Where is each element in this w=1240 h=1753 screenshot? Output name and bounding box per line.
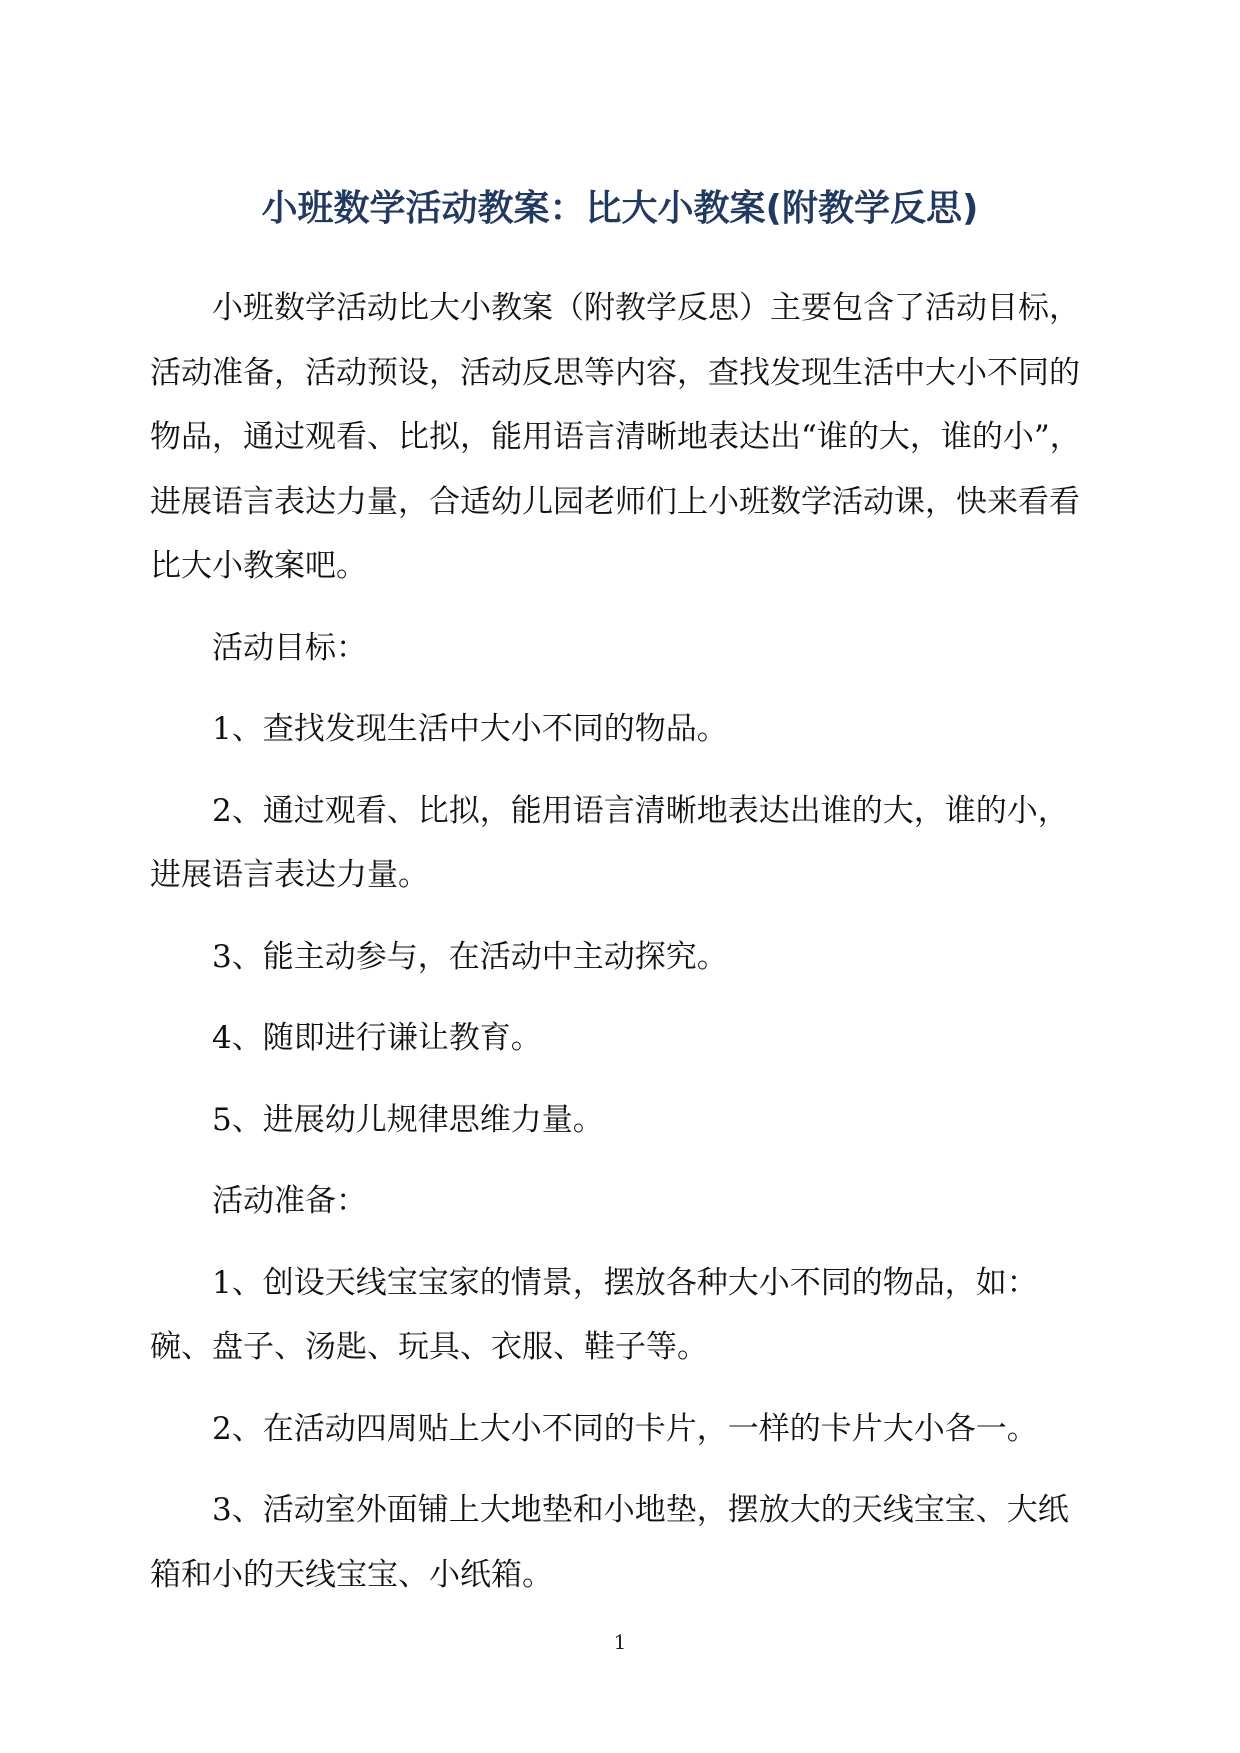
- goal-item-5: 5、进展幼儿规律思维力量。: [212, 1101, 604, 1138]
- section-heading-goals: 活动目标：: [212, 629, 367, 666]
- goal-item-1: 1、查找发现生活中大小不同的物品。: [212, 711, 728, 747]
- preparation-item-3: 3、活动室外面铺上大地垫和小地垫，摆放大的天线宝宝、大纸箱和小的天线宝宝、小纸箱。: [150, 1492, 1069, 1593]
- document-body: [150, 276, 1085, 1624]
- preparation-item-1: 1、创设天线宝宝家的情景，摆放各种大小不同的物品，如：碗、盘子、汤匙、玩具、衣服、鞋子等。: [150, 1264, 1038, 1365]
- preparation-item-2: 2、在活动四周贴上大小不同的卡片，一样的卡片大小各一。: [212, 1410, 1038, 1447]
- goal-item-3: 3、能主动参与，在活动中主动探究。: [212, 938, 728, 975]
- page-number: 1: [613, 1630, 627, 1654]
- goal-item-2: 2、通过观看、比拟，能用语言清晰地表达出谁的大，谁的小，进展语言表达力量。: [150, 792, 1069, 893]
- goal-item-4: 4、随即进行谦让教育。: [212, 1020, 542, 1056]
- document-title: 小班数学活动教案：比大小教案(附教学反思): [261, 188, 979, 229]
- intro-paragraph: 小班数学活动比大小教案（附教学反思）主要包含了活动目标，活动准备，活动预设，活动反思等内容，查找发现生活中大小不同的物品，通过观看、比拟，能用语言清晰地表达出“谁的大，谁的小”，进展语言表达力量，合适幼儿园老师们上小班数学活动课，快来看看比大小教案吧。: [150, 290, 1081, 584]
- section-heading-preparation: 活动准备：: [212, 1183, 367, 1219]
